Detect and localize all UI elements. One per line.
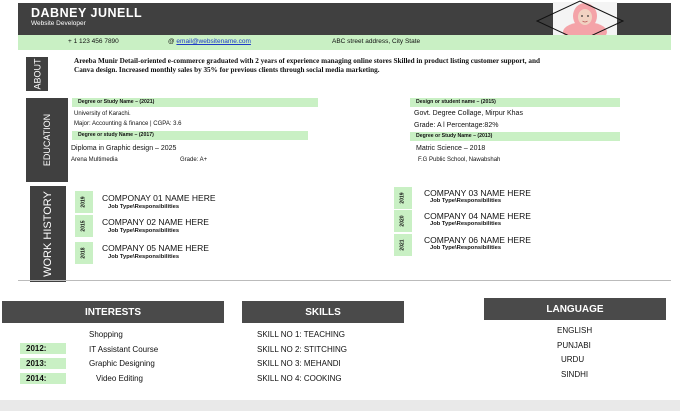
job-type: Job Type\Responsibilities bbox=[430, 198, 502, 204]
company-name: COMPANY 02 NAME HERE bbox=[102, 217, 209, 227]
email-at-symbol: @ bbox=[168, 38, 175, 45]
education-line: University of Karachi. bbox=[74, 111, 131, 117]
work-year: 2019 bbox=[400, 192, 406, 204]
about-tab-label: ABOUT bbox=[32, 58, 43, 90]
education-line: F.G Public School, Nawabshah bbox=[418, 157, 501, 163]
company-name: COMPANY 04 NAME HERE bbox=[424, 211, 531, 221]
work-year: 2015 bbox=[81, 220, 87, 232]
contact-address: ABC street address, City State bbox=[332, 38, 421, 45]
job-type: Job Type\Responsibilities bbox=[108, 254, 180, 260]
skills-heading: SKILLS bbox=[242, 301, 404, 323]
work-year-chip bbox=[394, 234, 412, 256]
education-line: Arena Multimedia bbox=[71, 157, 118, 163]
education-line: Grade: A l Percentage:82% bbox=[414, 122, 499, 129]
work-year-chip bbox=[394, 210, 412, 232]
education-tab bbox=[26, 98, 68, 182]
education-label: Design or student name – (2015) bbox=[410, 98, 620, 107]
education-grade: Grade: A+ bbox=[180, 157, 208, 163]
about-text: Areeba Munir Detail-oriented e-commerce graduated with 2 years of experience managing online stores Skilled in product listing customer support, and Canva design. Increased monthly sales by 35% for previous clients through social media marketing. bbox=[74, 57, 540, 74]
job-type: Job Type\Responsibilities bbox=[108, 204, 180, 210]
skill-item: SKILL NO 3: MEHANDI bbox=[257, 359, 341, 368]
work-history-tab bbox=[30, 186, 66, 282]
company-name: COMPANY 03 NAME HERE bbox=[424, 188, 531, 198]
interests-heading: INTERESTS bbox=[2, 301, 224, 323]
interest-year: 2014: bbox=[20, 373, 66, 384]
about-tab bbox=[26, 57, 48, 91]
language-item: SINDHI bbox=[561, 370, 589, 379]
skill-item: SKILL NO 4: COOKING bbox=[257, 374, 342, 383]
work-year-chip bbox=[75, 242, 93, 264]
candidate-role: Website Developer bbox=[31, 20, 86, 27]
company-name: COMPANY 05 NAME HERE bbox=[102, 243, 209, 253]
education-tab-label: EDUCATION bbox=[42, 113, 52, 167]
job-type: Job Type\Responsibilities bbox=[430, 245, 502, 251]
bottom-bar bbox=[0, 400, 680, 411]
education-line: Matric Science – 2018 bbox=[416, 145, 486, 152]
work-year: 2018 bbox=[81, 247, 87, 259]
education-line: Diploma in Graphic design – 2025 bbox=[71, 145, 177, 152]
work-history-tab-label: WORK HISTORY bbox=[42, 191, 54, 277]
education-label: Degree or Study Name – (2013) bbox=[410, 132, 620, 141]
contact-phone: + 1 123 456 7890 bbox=[68, 38, 119, 45]
interest-item: Video Editing bbox=[96, 374, 143, 383]
work-year-chip bbox=[75, 215, 93, 237]
interest-item: Shopping bbox=[89, 330, 123, 339]
education-line: Govt. Degree Collage, Mirpur Khas bbox=[414, 110, 523, 117]
company-name: COMPANY 06 NAME HERE bbox=[424, 235, 531, 245]
education-label: Degree or Study Name – (2021) bbox=[72, 98, 318, 107]
work-year: 2021 bbox=[400, 239, 406, 251]
contact-email[interactable] bbox=[168, 38, 251, 45]
job-type: Job Type\Responsibilities bbox=[108, 228, 180, 234]
work-year: 2019 bbox=[81, 196, 87, 208]
work-year-chip bbox=[394, 187, 412, 209]
work-year-chip bbox=[75, 191, 93, 213]
skill-item: SKILL NO 2: STITCHING bbox=[257, 345, 347, 354]
email-link[interactable]: email@websitename.com bbox=[176, 38, 251, 45]
interest-year: 2013: bbox=[20, 358, 66, 369]
company-name: COMPONAY 01 NAME HERE bbox=[102, 193, 216, 203]
language-item: ENGLISH bbox=[557, 326, 593, 335]
interest-year: 2012: bbox=[20, 343, 66, 354]
language-item: URDU bbox=[561, 355, 585, 364]
job-type: Job Type\Responsibilities bbox=[430, 221, 502, 227]
education-line: Major: Accounting & finance | CGPA: 3.6 bbox=[74, 121, 182, 127]
education-label: Degree or study Name – (2017) bbox=[72, 131, 308, 140]
skill-item: SKILL NO 1: TEACHING bbox=[257, 330, 346, 339]
interest-item: IT Assistant Course bbox=[89, 345, 159, 354]
work-year: 2020 bbox=[400, 215, 406, 227]
interest-item: Graphic Designing bbox=[89, 359, 155, 368]
language-item: PUNJABI bbox=[557, 341, 591, 350]
language-heading: LANGUAGE bbox=[484, 298, 666, 320]
section-divider bbox=[18, 280, 671, 281]
candidate-name: DABNEY JUNELL bbox=[31, 6, 143, 20]
